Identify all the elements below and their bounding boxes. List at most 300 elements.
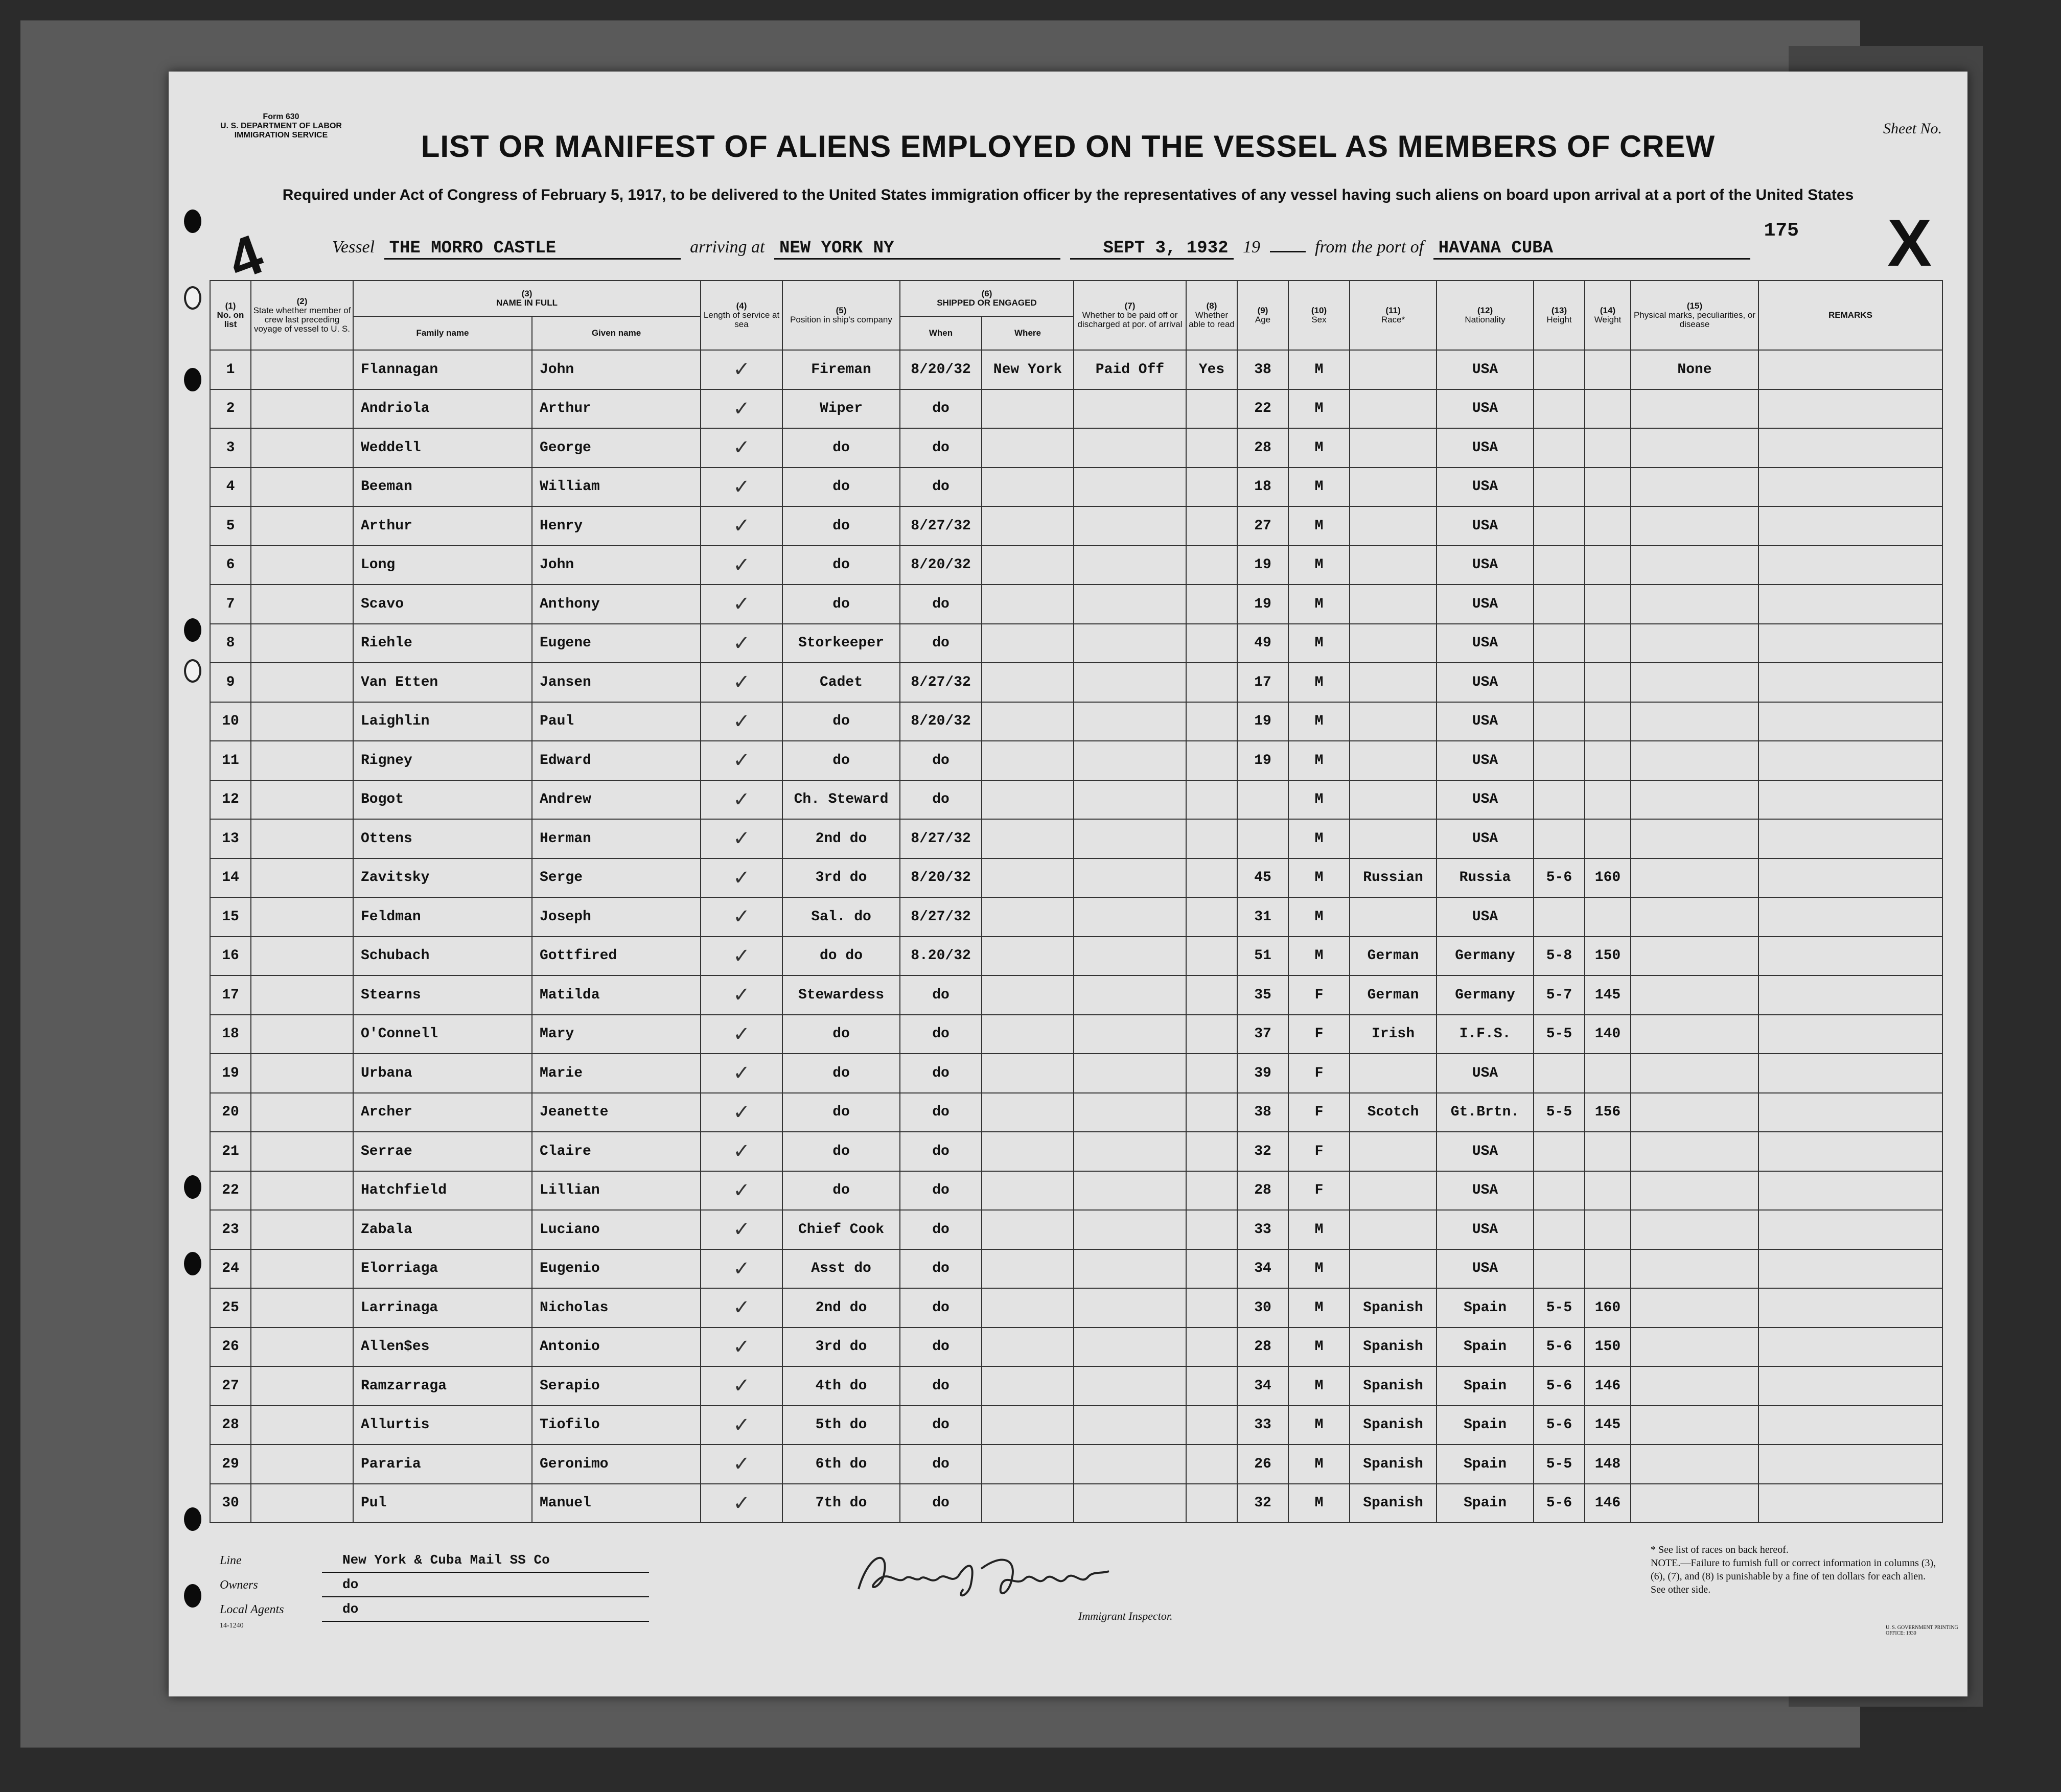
remarks-cell xyxy=(1758,1366,1942,1406)
nationality-cell: USA xyxy=(1437,897,1534,937)
no-cell: 22 xyxy=(210,1171,251,1211)
nationality-cell: Russia xyxy=(1437,858,1534,898)
age-cell: 26 xyxy=(1237,1445,1288,1484)
sex-cell: M xyxy=(1288,624,1350,663)
service-cell xyxy=(701,350,782,389)
where-cell xyxy=(982,858,1074,898)
family-name-cell: Archer xyxy=(353,1093,532,1132)
family-name-cell: Pul xyxy=(353,1484,532,1523)
sex-cell: M xyxy=(1288,1366,1350,1406)
race-cell: Spanish xyxy=(1350,1406,1437,1445)
service-cell xyxy=(701,1210,782,1249)
table-row xyxy=(210,663,1942,702)
race-cell: German xyxy=(1350,975,1437,1015)
marks-cell xyxy=(1631,897,1758,937)
where-cell xyxy=(982,1015,1074,1054)
paid-off-cell xyxy=(1074,780,1186,820)
no-cell: 28 xyxy=(210,1406,251,1445)
age-cell: 19 xyxy=(1237,741,1288,780)
paid-off-cell xyxy=(1074,389,1186,429)
height-cell: 5-6 xyxy=(1534,1484,1585,1523)
paid-off-cell xyxy=(1074,741,1186,780)
remarks-cell xyxy=(1758,1015,1942,1054)
sex-cell: F xyxy=(1288,1093,1350,1132)
marks-cell xyxy=(1631,1288,1758,1328)
penalty-note: NOTE.—Failure to furnish full or correct information in columns (3), (6), (7), and (8) is punishable by a fine of ten dollars for each alien. See other side. xyxy=(1651,1557,1936,1595)
position-cell: do xyxy=(782,585,900,624)
remarks-cell xyxy=(1758,506,1942,546)
remarks-cell xyxy=(1758,389,1942,429)
col-header-paid-off: (7) Whether to be paid off or discharged at por. of arrival xyxy=(1074,281,1186,350)
last-voyage-cell xyxy=(251,468,353,507)
family-name-cell: Pararia xyxy=(353,1445,532,1484)
sex-cell: F xyxy=(1288,1054,1350,1093)
service-cell xyxy=(701,1445,782,1484)
service-cell xyxy=(701,858,782,898)
sex-cell: M xyxy=(1288,389,1350,429)
remarks-cell xyxy=(1758,585,1942,624)
binder-hole xyxy=(184,210,201,233)
age-cell: 28 xyxy=(1237,1328,1288,1367)
department-name: U. S. DEPARTMENT OF LABOR xyxy=(220,122,342,130)
page-number: 175 xyxy=(1764,220,1799,242)
paid-off-cell xyxy=(1074,937,1186,976)
age-cell: 38 xyxy=(1237,1093,1288,1132)
owners-label: Owners xyxy=(220,1578,258,1592)
age-cell: 28 xyxy=(1237,1171,1288,1211)
last-voyage-cell xyxy=(251,1484,353,1523)
when-cell: do xyxy=(900,1328,982,1367)
height-cell: 5-5 xyxy=(1534,1288,1585,1328)
marks-cell xyxy=(1631,1249,1758,1289)
race-cell xyxy=(1350,546,1437,585)
check-mark-icon: ✓ xyxy=(733,1061,750,1085)
paid-off-cell xyxy=(1074,585,1186,624)
last-voyage-cell xyxy=(251,350,353,389)
race-cell xyxy=(1350,585,1437,624)
weight-cell xyxy=(1585,897,1631,937)
crew-table-body xyxy=(210,350,1942,1523)
age-cell: 39 xyxy=(1237,1054,1288,1093)
given-name-cell: Tiofilo xyxy=(532,1406,701,1445)
table-row xyxy=(210,1288,1942,1328)
from-port: HAVANA CUBA xyxy=(1433,239,1750,260)
family-name-cell: Larrinaga xyxy=(353,1288,532,1328)
check-mark-icon: ✓ xyxy=(733,1374,750,1398)
check-mark-icon: ✓ xyxy=(733,709,750,733)
remarks-cell xyxy=(1758,819,1942,858)
race-cell: German xyxy=(1350,937,1437,976)
remarks-cell xyxy=(1758,1445,1942,1484)
nationality-cell: USA xyxy=(1437,585,1534,624)
form-number: Form 630 xyxy=(263,112,299,121)
race-cell: Spanish xyxy=(1350,1328,1437,1367)
paid-off-cell xyxy=(1074,624,1186,663)
where-cell xyxy=(982,897,1074,937)
given-name-cell: Marie xyxy=(532,1054,701,1093)
position-cell: do xyxy=(782,506,900,546)
remarks-cell xyxy=(1758,1132,1942,1171)
given-name-cell: Andrew xyxy=(532,780,701,820)
last-voyage-cell xyxy=(251,1249,353,1289)
no-cell: 11 xyxy=(210,741,251,780)
race-cell xyxy=(1350,468,1437,507)
height-cell xyxy=(1534,468,1585,507)
table-row xyxy=(210,1210,1942,1249)
when-cell: do xyxy=(900,1445,982,1484)
col-header-sex: (10) Sex xyxy=(1288,281,1350,350)
family-name-cell: Bogot xyxy=(353,780,532,820)
family-name-cell: Allurtis xyxy=(353,1406,532,1445)
owners-value: do xyxy=(322,1573,649,1597)
no-cell: 13 xyxy=(210,819,251,858)
weight-cell xyxy=(1585,1210,1631,1249)
given-name-cell: Henry xyxy=(532,506,701,546)
height-cell: 5-7 xyxy=(1534,975,1585,1015)
no-cell: 15 xyxy=(210,897,251,937)
table-row xyxy=(210,1484,1942,1523)
where-cell xyxy=(982,1484,1074,1523)
position-cell: 5th do xyxy=(782,1406,900,1445)
sex-cell: F xyxy=(1288,1015,1350,1054)
col-header-weight: (14) Weight xyxy=(1585,281,1631,350)
remarks-cell xyxy=(1758,858,1942,898)
service-cell xyxy=(701,1171,782,1211)
when-cell: do xyxy=(900,1249,982,1289)
where-cell xyxy=(982,937,1074,976)
check-mark-icon: ✓ xyxy=(733,905,750,929)
where-cell xyxy=(982,663,1074,702)
age-cell: 32 xyxy=(1237,1484,1288,1523)
remarks-cell xyxy=(1758,1406,1942,1445)
age-cell: 19 xyxy=(1237,702,1288,741)
no-cell: 7 xyxy=(210,585,251,624)
col-header-nationality: (12) Nationality xyxy=(1437,281,1534,350)
check-mark: X xyxy=(1887,205,1932,280)
when-cell: do xyxy=(900,1406,982,1445)
given-name-cell: Serapio xyxy=(532,1366,701,1406)
from-port-label: from the port of xyxy=(1315,238,1424,257)
read-cell xyxy=(1186,1171,1237,1211)
paid-off-cell xyxy=(1074,975,1186,1015)
marks-cell xyxy=(1631,585,1758,624)
no-cell: 14 xyxy=(210,858,251,898)
where-cell xyxy=(982,1406,1074,1445)
agents-value: do xyxy=(322,1597,649,1622)
given-name-cell: Geronimo xyxy=(532,1445,701,1484)
nationality-cell: Spain xyxy=(1437,1328,1534,1367)
marks-cell xyxy=(1631,1015,1758,1054)
read-cell xyxy=(1186,1054,1237,1093)
read-cell xyxy=(1186,428,1237,468)
read-cell xyxy=(1186,1093,1237,1132)
no-cell: 16 xyxy=(210,937,251,976)
read-cell: Yes xyxy=(1186,350,1237,389)
paid-off-cell xyxy=(1074,428,1186,468)
last-voyage-cell xyxy=(251,585,353,624)
read-cell xyxy=(1186,1366,1237,1406)
marks-cell xyxy=(1631,1054,1758,1093)
marks-cell xyxy=(1631,506,1758,546)
where-cell xyxy=(982,546,1074,585)
family-name-cell: Schubach xyxy=(353,937,532,976)
weight-cell xyxy=(1585,1054,1631,1093)
notes-block xyxy=(1651,1543,1937,1596)
where-cell xyxy=(982,468,1074,507)
check-mark-icon: ✓ xyxy=(733,1178,750,1202)
vessel-name: THE MORRO CASTLE xyxy=(384,239,681,260)
sex-cell: M xyxy=(1288,858,1350,898)
weight-cell: 146 xyxy=(1585,1366,1631,1406)
age-cell: 34 xyxy=(1237,1366,1288,1406)
binder-hole xyxy=(184,618,201,642)
sheet-number-label: Sheet No. xyxy=(1883,120,1942,137)
height-cell xyxy=(1534,897,1585,937)
nationality-cell: USA xyxy=(1437,1132,1534,1171)
service-cell xyxy=(701,819,782,858)
nationality-cell: USA xyxy=(1437,1249,1534,1289)
sex-cell: M xyxy=(1288,1445,1350,1484)
table-row xyxy=(210,819,1942,858)
last-voyage-cell xyxy=(251,702,353,741)
form-code: 14-1240 xyxy=(220,1622,244,1630)
weight-cell: 145 xyxy=(1585,1406,1631,1445)
paid-off-cell xyxy=(1074,1484,1186,1523)
no-cell: 6 xyxy=(210,546,251,585)
arrival-date: SEPT 3, 1932 xyxy=(1070,239,1234,260)
position-cell: do xyxy=(782,1171,900,1211)
age-cell: 45 xyxy=(1237,858,1288,898)
binder-hole xyxy=(184,1507,201,1531)
remarks-cell xyxy=(1758,1484,1942,1523)
paid-off-cell xyxy=(1074,1210,1186,1249)
given-name-cell: Eugenio xyxy=(532,1249,701,1289)
last-voyage-cell xyxy=(251,780,353,820)
when-cell: do xyxy=(900,624,982,663)
family-name-cell: Van Etten xyxy=(353,663,532,702)
table-row xyxy=(210,546,1942,585)
sex-cell: M xyxy=(1288,1328,1350,1367)
position-cell: Cadet xyxy=(782,663,900,702)
col-header-last-voyage: (2) State whether member of crew last preceding voyage of vessel to U. S. xyxy=(251,281,353,350)
age-cell: 32 xyxy=(1237,1132,1288,1171)
nationality-cell: USA xyxy=(1437,350,1534,389)
last-voyage-cell xyxy=(251,1171,353,1211)
race-cell xyxy=(1350,780,1437,820)
race-cell: Spanish xyxy=(1350,1366,1437,1406)
family-name-cell: Hatchfield xyxy=(353,1171,532,1211)
binder-hole xyxy=(184,1252,201,1275)
where-cell xyxy=(982,389,1074,429)
remarks-cell xyxy=(1758,428,1942,468)
read-cell xyxy=(1186,937,1237,976)
race-cell xyxy=(1350,389,1437,429)
service-cell xyxy=(701,389,782,429)
position-cell: Ch. Steward xyxy=(782,780,900,820)
read-cell xyxy=(1186,1015,1237,1054)
paid-off-cell xyxy=(1074,546,1186,585)
marks-cell xyxy=(1631,1366,1758,1406)
nationality-cell: Spain xyxy=(1437,1288,1534,1328)
paid-off-cell xyxy=(1074,819,1186,858)
remarks-cell xyxy=(1758,546,1942,585)
nationality-cell: USA xyxy=(1437,1054,1534,1093)
position-cell: Chief Cook xyxy=(782,1210,900,1249)
when-cell: do xyxy=(900,975,982,1015)
weight-cell: 160 xyxy=(1585,1288,1631,1328)
no-cell: 1 xyxy=(210,350,251,389)
remarks-cell xyxy=(1758,1249,1942,1289)
where-cell xyxy=(982,624,1074,663)
given-name-cell: Manuel xyxy=(532,1484,701,1523)
last-voyage-cell xyxy=(251,663,353,702)
remarks-cell xyxy=(1758,1288,1942,1328)
sex-cell: M xyxy=(1288,1288,1350,1328)
given-name-cell: John xyxy=(532,350,701,389)
read-cell xyxy=(1186,1210,1237,1249)
position-cell: do xyxy=(782,741,900,780)
footer-block xyxy=(220,1548,649,1630)
height-cell xyxy=(1534,428,1585,468)
col-header-physical-marks: (15) Physical marks, peculiarities, or disease xyxy=(1631,281,1758,350)
table-row xyxy=(210,1093,1942,1132)
where-cell xyxy=(982,585,1074,624)
sex-cell: M xyxy=(1288,350,1350,389)
table-row xyxy=(210,975,1942,1015)
binder-hole xyxy=(184,286,201,310)
no-cell: 27 xyxy=(210,1366,251,1406)
given-name-cell: Antonio xyxy=(532,1328,701,1367)
nationality-cell: Spain xyxy=(1437,1406,1534,1445)
handwritten-four: 4 xyxy=(220,222,271,292)
service-cell xyxy=(701,937,782,976)
check-mark-icon: ✓ xyxy=(733,787,750,811)
family-name-cell: Rigney xyxy=(353,741,532,780)
weight-cell: 140 xyxy=(1585,1015,1631,1054)
col-header-position: (5) Position in ship's company xyxy=(782,281,900,350)
family-name-cell: Urbana xyxy=(353,1054,532,1093)
service-cell xyxy=(701,741,782,780)
given-name-cell: Matilda xyxy=(532,975,701,1015)
sex-cell: M xyxy=(1288,897,1350,937)
read-cell xyxy=(1186,1484,1237,1523)
height-cell xyxy=(1534,389,1585,429)
age-cell: 19 xyxy=(1237,585,1288,624)
height-cell xyxy=(1534,585,1585,624)
check-mark-icon: ✓ xyxy=(733,944,750,968)
last-voyage-cell xyxy=(251,546,353,585)
service-cell xyxy=(701,585,782,624)
position-cell: 3rd do xyxy=(782,858,900,898)
col-header-where: Where xyxy=(982,316,1074,350)
remarks-cell xyxy=(1758,1328,1942,1367)
marks-cell xyxy=(1631,975,1758,1015)
last-voyage-cell xyxy=(251,897,353,937)
manifest-sheet xyxy=(169,72,1967,1696)
nationality-cell: USA xyxy=(1437,389,1534,429)
table-row xyxy=(210,1054,1942,1093)
race-cell xyxy=(1350,702,1437,741)
height-cell: 5-5 xyxy=(1534,1445,1585,1484)
vessel-line xyxy=(332,238,1755,260)
when-cell: 8/27/32 xyxy=(900,897,982,937)
position-cell: Sal. do xyxy=(782,897,900,937)
table-row xyxy=(210,937,1942,976)
service-cell xyxy=(701,1132,782,1171)
table-row xyxy=(210,1015,1942,1054)
read-cell xyxy=(1186,1445,1237,1484)
marks-cell xyxy=(1631,428,1758,468)
race-cell: Scotch xyxy=(1350,1093,1437,1132)
given-name-cell: Gottfired xyxy=(532,937,701,976)
no-cell: 29 xyxy=(210,1445,251,1484)
nationality-cell: USA xyxy=(1437,780,1534,820)
table-row xyxy=(210,741,1942,780)
service-name: IMMIGRATION SERVICE xyxy=(234,131,328,139)
family-name-cell: Weddell xyxy=(353,428,532,468)
height-cell xyxy=(1534,1249,1585,1289)
service-cell xyxy=(701,780,782,820)
sex-cell: M xyxy=(1288,1249,1350,1289)
marks-cell xyxy=(1631,468,1758,507)
no-cell: 4 xyxy=(210,468,251,507)
position-cell: do xyxy=(782,702,900,741)
marks-cell xyxy=(1631,819,1758,858)
check-mark-icon: ✓ xyxy=(733,358,750,382)
age-cell xyxy=(1237,780,1288,820)
position-cell: 7th do xyxy=(782,1484,900,1523)
check-mark-icon: ✓ xyxy=(733,1413,750,1437)
when-cell: do xyxy=(900,468,982,507)
last-voyage-cell xyxy=(251,819,353,858)
marks-cell xyxy=(1631,1484,1758,1523)
remarks-cell xyxy=(1758,1093,1942,1132)
last-voyage-cell xyxy=(251,1366,353,1406)
last-voyage-cell xyxy=(251,624,353,663)
service-cell xyxy=(701,1093,782,1132)
nationality-cell: Germany xyxy=(1437,937,1534,976)
age-cell: 28 xyxy=(1237,428,1288,468)
nationality-cell: Spain xyxy=(1437,1445,1534,1484)
service-cell xyxy=(701,624,782,663)
family-name-cell: Long xyxy=(353,546,532,585)
race-cell: Spanish xyxy=(1350,1288,1437,1328)
col-header-name: (3) NAME IN FULL xyxy=(353,281,701,316)
col-header-height: (13) Height xyxy=(1534,281,1585,350)
weight-cell xyxy=(1585,1132,1631,1171)
weight-cell xyxy=(1585,350,1631,389)
race-cell: Spanish xyxy=(1350,1484,1437,1523)
sex-cell: F xyxy=(1288,975,1350,1015)
remarks-cell xyxy=(1758,897,1942,937)
age-cell: 19 xyxy=(1237,546,1288,585)
service-cell xyxy=(701,1288,782,1328)
family-name-cell: Serrae xyxy=(353,1132,532,1171)
family-name-cell: O'Connell xyxy=(353,1015,532,1054)
race-cell xyxy=(1350,1054,1437,1093)
table-row xyxy=(210,1249,1942,1289)
weight-cell: 160 xyxy=(1585,858,1631,898)
no-cell: 17 xyxy=(210,975,251,1015)
remarks-cell xyxy=(1758,468,1942,507)
marks-cell xyxy=(1631,1406,1758,1445)
col-header-when: When xyxy=(900,316,982,350)
col-header-no: (1) No. on list xyxy=(210,281,251,350)
when-cell: 8/27/32 xyxy=(900,663,982,702)
col-header-read: (8) Whether able to read xyxy=(1186,281,1237,350)
height-cell: 5-6 xyxy=(1534,858,1585,898)
age-cell: 22 xyxy=(1237,389,1288,429)
